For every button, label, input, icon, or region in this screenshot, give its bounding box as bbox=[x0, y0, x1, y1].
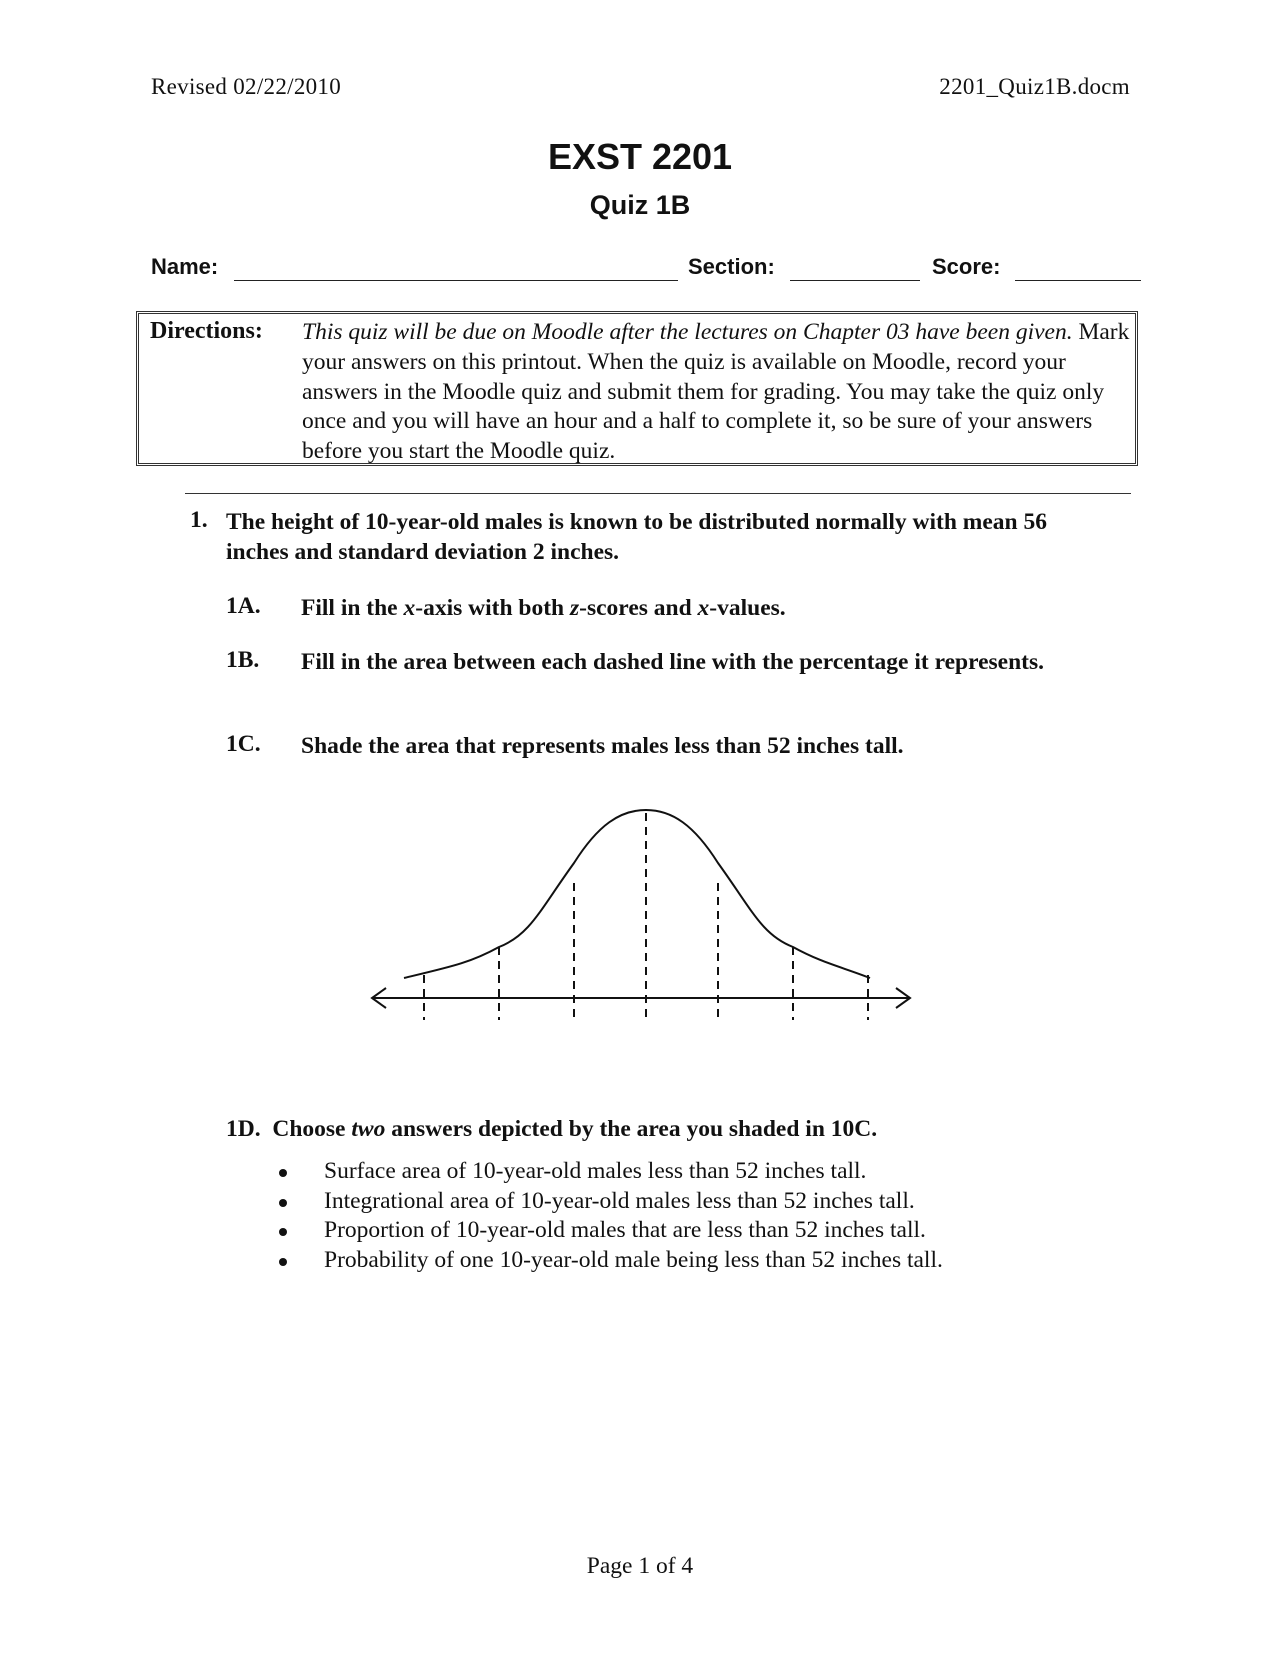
section-divider bbox=[185, 493, 1131, 494]
part-1c-label: 1C. bbox=[226, 731, 261, 757]
part-1d-label: 1D. bbox=[226, 1116, 261, 1142]
normal-curve-diagram[interactable] bbox=[360, 795, 920, 1035]
answer-option[interactable] bbox=[275, 1246, 943, 1276]
directions-label: Directions: bbox=[150, 318, 263, 344]
page-subtitle: Quiz 1B bbox=[589, 190, 691, 220]
answer-option-text: Probability of one 10-year-old male being less than 52 inches tall. bbox=[324, 1246, 943, 1273]
answer-option[interactable] bbox=[275, 1157, 943, 1187]
part-1a-text-2: -axis with both bbox=[415, 595, 570, 621]
question-text: The height of 10-year-old males is known to be distributed normally with mean 56 inches and standard deviation 2 inches. bbox=[226, 509, 1047, 565]
bullet-icon bbox=[279, 1199, 287, 1207]
page-number: Page 1 of 4 bbox=[586, 1553, 694, 1579]
directions-italic-text: This quiz will be due on Moodle after the lectures on Chapter 03 have been given. bbox=[302, 319, 1073, 345]
score-label: Score: bbox=[932, 254, 1001, 279]
part-1a-label: 1A. bbox=[226, 593, 261, 619]
answer-option[interactable] bbox=[275, 1187, 943, 1217]
answer-option-text: Proportion of 10-year-old males that are less than 52 inches tall. bbox=[324, 1217, 926, 1243]
part-1a-text-1: Fill in the bbox=[301, 595, 404, 621]
part-1c-text: Shade the area that represents males less than 52 inches tall. bbox=[301, 733, 904, 759]
question-number: 1. bbox=[190, 507, 208, 533]
page-title: EXST 2201 bbox=[547, 136, 733, 177]
name-field[interactable] bbox=[234, 280, 678, 281]
answer-option-text: Integrational area of 10-year-old males less than 52 inches tall. bbox=[324, 1187, 915, 1214]
part-1d-text-1: Choose bbox=[272, 1116, 352, 1142]
part-1a-text-4: -values. bbox=[709, 595, 786, 621]
bell-curve bbox=[404, 810, 870, 978]
answer-option-text: Surface area of 10-year-old males less than 52 inches tall. bbox=[324, 1158, 867, 1184]
directions-body-text: Mark your answers on this printout. When the quiz is available on Moodle, record your answers in the Moodle quiz and submit them for grading. You may take the quiz only once and you will have an hour and a half to complete it, so be sure of your answers before you start the Moodle quiz. bbox=[302, 319, 1130, 465]
bullet-icon bbox=[279, 1228, 287, 1236]
answer-options bbox=[275, 1157, 943, 1275]
part-1d-emphasis: two bbox=[351, 1116, 386, 1142]
part-1a-text bbox=[301, 593, 1061, 623]
bullet-icon bbox=[279, 1169, 287, 1177]
revised-date: Revised 02/22/2010 bbox=[151, 74, 342, 99]
name-label: Name: bbox=[151, 254, 219, 279]
part-1a-var-x: x bbox=[403, 595, 416, 621]
directions-text bbox=[302, 318, 1132, 467]
part-1d-text-2: answers depicted by the area you shaded in 10C. bbox=[385, 1116, 878, 1142]
part-1a-var-z: z bbox=[570, 595, 580, 621]
part-1a-var-x2: x bbox=[697, 595, 710, 621]
answer-option[interactable] bbox=[275, 1216, 943, 1246]
score-field[interactable] bbox=[1015, 280, 1141, 281]
document-filename: 2201_Quiz1B.docm bbox=[939, 74, 1130, 99]
part-1b-label: 1B. bbox=[226, 647, 260, 673]
part-1b-text: Fill in the area between each dashed line with the percentage it represents. bbox=[301, 649, 1045, 675]
section-label: Section: bbox=[688, 254, 775, 279]
part-1d-text bbox=[226, 1116, 877, 1143]
bullet-icon bbox=[279, 1258, 287, 1266]
section-field[interactable] bbox=[790, 280, 920, 281]
part-1a-text-3: -scores and bbox=[579, 595, 698, 621]
